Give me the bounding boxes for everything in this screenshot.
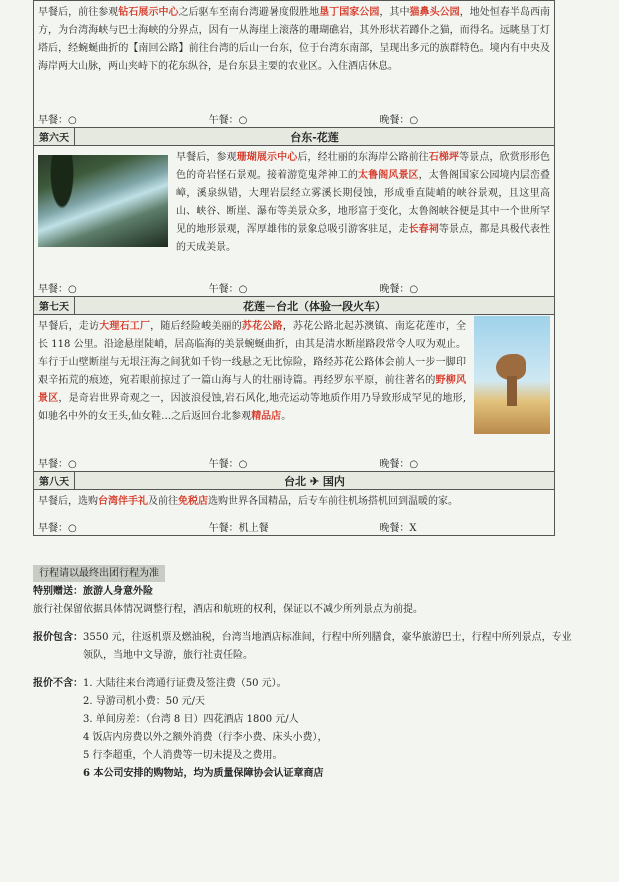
description-text: ，太鲁阁国家公园境内层峦叠嶂，溪泉纵错，大理岩层经立雾溪长期侵蚀，形成垂直陡峭的峡谷景观，且这里高山、峡谷、断崖、瀑布等美景众多，地形富于变化，太鲁阁峡谷便是其中一个世所罕见的地形景观，浑厚雄伟的景象总吸引游客驻足，走 [176,170,551,235]
exclude-item: 2. 导游司机小费：50 元/天 [83,696,205,707]
price-excludes [33,675,573,783]
highlighted-place-name: 野柳风景区 [38,375,466,404]
description-text: ，随后经险峻美丽的 [150,321,242,332]
day5-breakfast: 早餐：○ [38,114,77,126]
itinerary-notice: 行程请以最终出团行程为准 [33,565,165,582]
exclude-item: 1. 大陆往来台湾通行证费及签注费（50 元）。 [83,678,287,689]
highlighted-place-name: 免税店 [178,496,208,507]
day6-header-row [34,128,555,146]
description-text: 等景点，都是具极代表性的天成美景。 [176,224,551,253]
price-excludes-label: 报价不含： [33,678,83,689]
description-text: 选购世界各国精品，后专车前往机场搭机回到温暖的家。 [208,496,458,507]
day5-meals [34,109,554,127]
highlighted-place-name: 大理石工厂 [99,321,151,332]
description-text: ，地处恒春半岛西南方，为台湾海峡与巴士海峡的分界点，因有一从海崖上滚落的珊瑚礁岩，其外形状若蹲仆之猫，而得名。远眺垦丁灯塔后，经蜿蜒曲折的【南回公路】前往台湾的后山一台东，位于台湾东南部，呈现出多元的族群特色。境内有中央及海岸两大山脉，两山夹峙下的花东纵谷，是台东县主要的农业区。入住酒店休息。 [38,7,551,72]
day7-dinner: 晚餐：○ [379,458,419,470]
day8-breakfast: 早餐：○ [38,522,77,534]
reserve-rights: 旅行社保留依据具体情况调整行程，酒店和航班的权利，保证以不减少所列景点为前提。 [33,604,423,615]
day8-dinner: 晚餐：X [379,522,417,534]
highlighted-place-name: 太鲁阁风景区 [358,170,419,181]
day7-lunch: 午餐：○ [208,458,248,470]
day8-lunch: 午餐：机上餐 [208,522,269,534]
day5-dinner: 晚餐：○ [379,114,419,126]
price-includes [33,629,573,665]
description-text: 早餐后，参观 [176,152,237,163]
exclude-item: 3. 单间房差：（台湾 8 日）四花酒店 1800 元/人 [83,714,299,725]
highlighted-place-name: 精品店 [251,411,282,422]
taroko-photo [38,155,168,247]
description-text: ，其中 [379,7,410,18]
day5-lunch: 午餐：○ [208,114,248,126]
day8-title: 台北 ✈ 国内 [75,472,555,490]
highlighted-place-name: 珊瑚展示中心 [236,152,298,163]
highlighted-place-name: 台湾伴手礼 [98,496,148,507]
day5-content-row [34,1,555,128]
day6-lunch: 午餐：○ [208,283,248,295]
itinerary-table [33,0,555,536]
day6-title: 台东-花莲 [75,128,555,146]
description-text: ，苏花公路北起苏澳镇、南迄花莲市，全长 118 公里。沿途悬崖陡峭，居高临海的美景蜿蜒曲折，由其是清水断崖路段常令人叹为观止。车行于山壁断崖与无垠汪海之间犹如千钧一线悬之无比惊险，路经苏花公路体会前人一步一脚印艰辛拓荒的痕迹，宛若眼前掠过了一篇山海与人的壮丽诗篇。再经罗东平原，前往著名的 [38,321,467,386]
exclude-item: 6 本公司安排的购物站，均为质量保障协会认证章商店 [83,768,324,779]
price-includes-text: 3550 元，往返机票及燃油税，台湾当地酒店标准间，行程中所列膳食，豪华旅游巴士，行程中所列景点，专业领队，当地中文导游，旅行社责任险。 [83,632,572,661]
day8-header-row [34,472,555,490]
description-text: 等景点，欣赏形形色色的奇岩怪石景观。接着游览鬼斧神工的 [176,152,551,181]
highlighted-place-name: 钻石展示中心 [118,7,179,18]
day7-content-row [34,315,555,472]
highlighted-place-name: 猫鼻头公园 [409,7,460,18]
highlighted-place-name: 苏花公路 [241,321,283,332]
day6-label: 第六天 [34,128,75,146]
day6-dinner: 晚餐：○ [379,283,419,295]
highlighted-place-name: 石梯坪 [428,152,460,163]
description-text: ，是奇岩世界奇观之一，因波浪侵蚀,岩石风化,地壳运动等地质作用乃导致形成罕见的地形,如驰名中外的女王头,仙女鞋…之后返回台北参观 [38,393,467,422]
day7-header-row [34,297,555,315]
exclude-item: 4 饭店内房费以外之额外消费（行李小费、床头小费）， [83,732,328,743]
day8-content [34,490,554,517]
day5-content [34,1,554,109]
day7-title: 花莲－台北（体验一段火车） [75,297,555,315]
highlighted-place-name: 垦丁国家公园 [319,7,380,18]
day7-label: 第七天 [34,297,75,315]
queens-head-photo [474,316,550,434]
day8-content-row [34,490,555,536]
day8-label: 第八天 [34,472,75,490]
description-text: 。 [281,411,292,422]
description-text: 之后驱车至南台湾避暑度假胜地 [178,7,320,18]
day6-meals [34,278,554,296]
day7-breakfast: 早餐：○ [38,458,77,470]
description-text: 早餐后，走访 [38,321,100,332]
description-text: 早餐后，前往参观 [38,7,119,18]
description-text: 早餐后，选购 [38,496,98,507]
day6-breakfast: 早餐：○ [38,283,77,295]
price-includes-label: 报价包含： [33,632,83,643]
description-text: 及前往 [148,496,178,507]
day8-meals [34,517,554,535]
special-gift: 特别赠送：旅游人身意外险 [33,586,153,597]
exclude-item: 5 行李超重，个人消费等一切未提及之费用。 [83,750,283,761]
notes-section [33,565,573,783]
highlighted-place-name: 长春祠 [408,224,439,235]
day7-meals [34,453,554,471]
day6-content-row [34,146,555,297]
description-text: 后，经壮丽的东海岸公路前往 [297,152,429,163]
price-excludes-list [83,675,328,783]
